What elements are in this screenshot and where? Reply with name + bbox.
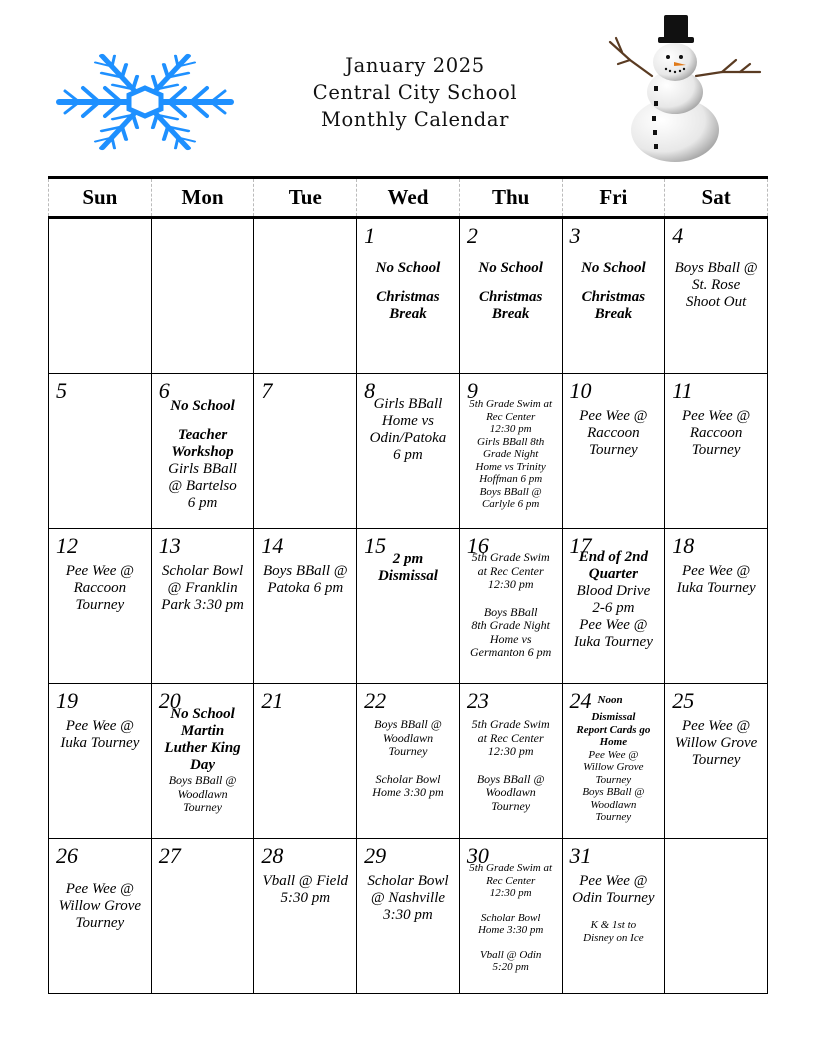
event-text: Boys BBall @ Woodlawn Tourney — [476, 771, 545, 813]
day-cell-14 — [254, 529, 357, 684]
day-cell-16 — [459, 529, 562, 684]
day-cell-empty — [151, 218, 254, 374]
day-number: 2 — [466, 223, 478, 248]
event-text: No School — [478, 260, 543, 276]
event-text: Blood Drive 2-6 pm Pee Wee @ Iuka Tourney — [573, 583, 653, 650]
day-cell-empty — [49, 218, 152, 374]
event-text: No School — [581, 260, 646, 276]
week-row — [49, 684, 768, 839]
day-cell-2 — [459, 218, 562, 374]
event-text: Noon — [597, 694, 623, 706]
event-text: K & 1st to Disney on Ice — [583, 919, 644, 944]
weekday-header-row — [49, 178, 768, 218]
weekday-thu: Thu — [459, 178, 562, 218]
event-text: Scholar Bowl @ Nashville 3:30 pm — [367, 873, 449, 923]
day-cell-29 — [357, 839, 460, 994]
event-text: Boys BBall @ Woodlawn Tourney — [374, 717, 442, 758]
event-text: Pee Wee @ Willow Grove Tourney — [674, 718, 758, 768]
day-cell-8 — [357, 374, 460, 529]
day-number: 23 — [466, 688, 489, 713]
day-cell-empty — [665, 839, 768, 994]
event-text: Pee Wee @ Iuka Tourney — [60, 718, 140, 751]
day-cell-13 — [151, 529, 254, 684]
day-number: 19 — [56, 688, 78, 713]
day-number: 13 — [158, 533, 181, 558]
event-text: Christmas Break — [478, 289, 543, 322]
day-number: 15 — [364, 533, 387, 558]
day-cell-20 — [151, 684, 254, 839]
event-text: Pee Wee @ Raccoon Tourney — [579, 408, 648, 458]
event-text: Scholar Bowl Home 3:30 pm — [477, 911, 544, 936]
day-number: 11 — [672, 378, 693, 403]
day-cell-11 — [665, 374, 768, 529]
event-text: Vball @ Field 5:30 pm — [262, 873, 348, 906]
snowman-icon — [600, 12, 768, 162]
day-number: 16 — [466, 533, 489, 558]
weekday-tue: Tue — [254, 178, 357, 218]
day-number: 14 — [261, 533, 284, 558]
day-cell-27 — [151, 839, 254, 994]
event-text: Boys BBall 8th Grade Night Home vs Germanton 6 pm — [470, 604, 552, 659]
calendar-grid — [48, 176, 768, 994]
week-row — [49, 218, 768, 374]
day-cell-10 — [562, 374, 665, 529]
day-cell-9 — [459, 374, 562, 529]
event-text: Boys BBall @ Woodlawn Tourney — [168, 773, 237, 814]
title-school: Central City School — [312, 81, 518, 104]
day-cell-22 — [357, 684, 460, 839]
event-text: No School — [375, 260, 441, 276]
event-text: Girls BBall Home vs Odin/Patoka 6 pm — [369, 396, 447, 463]
event-text: Dismissal Report Cards go Home — [576, 711, 651, 748]
weekday-fri: Fri — [562, 178, 665, 218]
title-month: January 2025 — [345, 54, 485, 77]
day-number: 27 — [158, 843, 181, 868]
day-cell-26 — [49, 839, 152, 994]
day-cell-12 — [49, 529, 152, 684]
day-number: 8 — [364, 378, 376, 403]
event-text: Vball @ Odin 5:20 pm — [479, 948, 542, 973]
day-number: 29 — [364, 843, 387, 868]
event-text: 5th Grade Swim at Rec Center 12:30 pm — [471, 550, 550, 591]
day-number: 4 — [672, 223, 684, 248]
day-cell-28 — [254, 839, 357, 994]
event-text: Teacher Workshop — [171, 427, 234, 460]
day-number: 7 — [261, 378, 273, 403]
event-text: Pee Wee @ Odin Tourney — [572, 873, 655, 906]
event-text: Girls BBall @ Bartelso 6 pm — [168, 461, 237, 511]
day-cell-empty — [254, 218, 357, 374]
day-number: 28 — [261, 843, 284, 868]
snowflake-icon — [55, 46, 235, 158]
day-number: 20 — [158, 688, 181, 713]
event-text: Boys BBall @ Patoka 6 pm — [262, 563, 348, 596]
week-row — [49, 839, 768, 994]
event-text: Boys BBall @ Carlyle 6 pm — [479, 485, 542, 510]
event-text: Christmas Break — [376, 289, 440, 322]
event-text: Girls BBall 8th Grade Night Home vs Trinity Hoffman 6 pm — [475, 435, 546, 485]
event-text: End of 2nd Quarter — [578, 549, 648, 582]
day-cell-3 — [562, 218, 665, 374]
event-text: Scholar Bowl Home 3:30 pm — [372, 771, 444, 799]
week-row — [49, 374, 768, 529]
day-number: 21 — [261, 688, 284, 713]
event-text: 5th Grade Swim at Rec Center 12:30 pm — [471, 717, 550, 758]
day-cell-25 — [665, 684, 768, 839]
event-text: Scholar Bowl @ Franklin Park 3:30 pm — [161, 563, 244, 613]
event-text: No School — [170, 398, 235, 414]
event-text: Boys Bball @ St. Rose Shoot Out — [674, 260, 758, 310]
event-text: Pee Wee @ Willow Grove Tourney Boys BBall @ Woodlawn Tourney — [582, 748, 645, 823]
day-cell-1 — [357, 218, 460, 374]
day-cell-23 — [459, 684, 562, 839]
day-number: 31 — [569, 843, 592, 868]
day-cell-6 — [151, 374, 254, 529]
event-text: Pee Wee @ Raccoon Tourney — [682, 408, 751, 458]
day-cell-31 — [562, 839, 665, 994]
event-text: Pee Wee @ Iuka Tourney — [676, 563, 756, 596]
day-cell-4 — [665, 218, 768, 374]
title-subtitle: Monthly Calendar — [320, 108, 510, 131]
day-number: 12 — [56, 533, 78, 558]
day-cell-24 — [562, 684, 665, 839]
day-number: 3 — [569, 223, 581, 248]
day-number: 9 — [466, 378, 478, 403]
week-row — [49, 529, 768, 684]
event-text: Christmas Break — [581, 289, 646, 322]
day-cell-17 — [562, 529, 665, 684]
day-number: 6 — [158, 378, 170, 403]
event-text: Pee Wee @ Willow Grove Tourney — [58, 881, 142, 931]
event-text: 5th Grade Swim at Rec Center 12:30 pm — [469, 398, 553, 435]
event-text: 2 pm Dismissal — [377, 551, 438, 584]
day-number: 25 — [672, 688, 695, 713]
day-number: 22 — [364, 688, 387, 713]
day-cell-21 — [254, 684, 357, 839]
event-text: 5th Grade Swim at Rec Center 12:30 pm — [469, 862, 553, 899]
weekday-sun: Sun — [49, 178, 152, 218]
day-cell-15 — [357, 529, 460, 684]
day-number: 17 — [569, 533, 592, 558]
day-number: 30 — [466, 843, 489, 868]
day-number: 24 — [569, 688, 592, 713]
day-cell-30 — [459, 839, 562, 994]
day-cell-18 — [665, 529, 768, 684]
weekday-sat: Sat — [665, 178, 768, 218]
day-cell-5 — [49, 374, 152, 529]
event-text: No School Martin Luther King Day — [164, 706, 241, 773]
weekday-mon: Mon — [151, 178, 254, 218]
weekday-wed: Wed — [357, 178, 460, 218]
day-number: 5 — [56, 378, 67, 403]
day-cell-19 — [49, 684, 152, 839]
day-number: 26 — [56, 843, 78, 868]
day-cell-7 — [254, 374, 357, 529]
day-number: 18 — [672, 533, 695, 558]
day-number: 10 — [569, 378, 592, 403]
calendar-title — [250, 52, 580, 133]
day-number: 1 — [364, 223, 376, 248]
event-text: Pee Wee @ Raccoon Tourney — [65, 563, 134, 613]
